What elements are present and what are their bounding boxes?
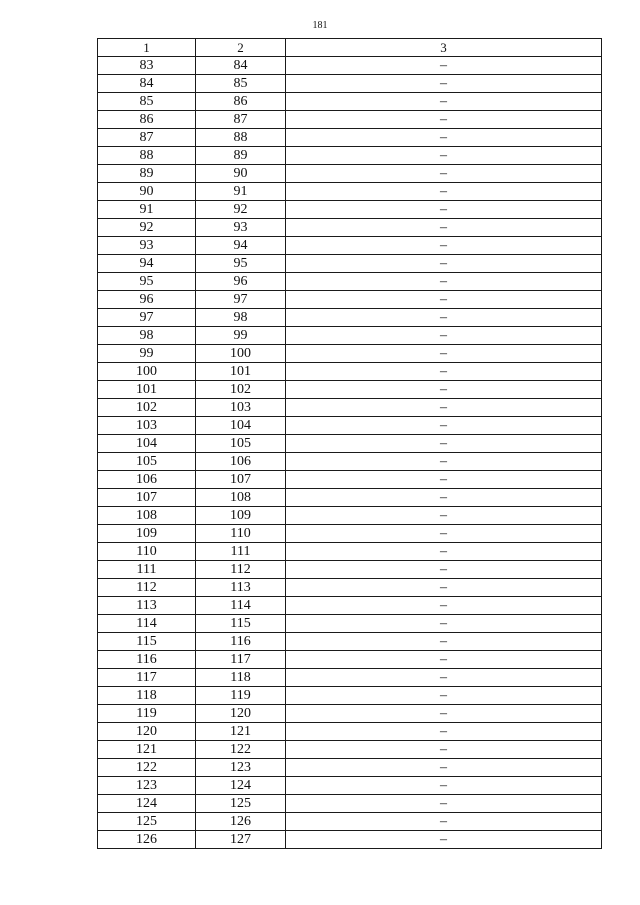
- table-cell-col-1: 97: [98, 309, 196, 327]
- page-number: 181: [312, 20, 328, 31]
- table-cell-col-2: 119: [196, 687, 286, 705]
- table-row: [98, 93, 602, 111]
- table-row: [98, 291, 602, 309]
- table-cell-col-2: 109: [196, 507, 286, 525]
- table-cell-col-1: 123: [98, 777, 196, 795]
- table-row: [98, 489, 602, 507]
- table-cell-col-1: 120: [98, 723, 196, 741]
- table-cell-col-1: 117: [98, 669, 196, 687]
- table-cell-col-1: 107: [98, 489, 196, 507]
- table-cell-col-3: –: [286, 345, 602, 363]
- table-cell-col-2: 124: [196, 777, 286, 795]
- column-header-2: 2: [196, 39, 286, 57]
- table-row: [98, 687, 602, 705]
- table-cell-col-1: 88: [98, 147, 196, 165]
- data-table-container: [97, 38, 601, 849]
- table-cell-col-3: –: [286, 525, 602, 543]
- table-row: [98, 615, 602, 633]
- table-row: [98, 309, 602, 327]
- table-cell-col-3: –: [286, 453, 602, 471]
- table-cell-col-3: –: [286, 327, 602, 345]
- table-cell-col-3: –: [286, 417, 602, 435]
- table-cell-col-2: 98: [196, 309, 286, 327]
- table-row: [98, 147, 602, 165]
- table-cell-col-2: 118: [196, 669, 286, 687]
- table-cell-col-2: 84: [196, 57, 286, 75]
- table-cell-col-3: –: [286, 399, 602, 417]
- table-cell-col-2: 115: [196, 615, 286, 633]
- table-cell-col-3: –: [286, 489, 602, 507]
- table-cell-col-1: 85: [98, 93, 196, 111]
- table-cell-col-3: –: [286, 723, 602, 741]
- table-cell-col-1: 122: [98, 759, 196, 777]
- table-cell-col-3: –: [286, 651, 602, 669]
- table-cell-col-1: 108: [98, 507, 196, 525]
- table-cell-col-1: 84: [98, 75, 196, 93]
- table-cell-col-3: –: [286, 813, 602, 831]
- table-cell-col-1: 83: [98, 57, 196, 75]
- table-row: [98, 651, 602, 669]
- table-cell-col-1: 116: [98, 651, 196, 669]
- table-row: [98, 183, 602, 201]
- table-cell-col-2: 92: [196, 201, 286, 219]
- table-cell-col-2: 110: [196, 525, 286, 543]
- table-row: [98, 129, 602, 147]
- table-row: [98, 273, 602, 291]
- table-row: [98, 345, 602, 363]
- table-cell-col-3: –: [286, 507, 602, 525]
- table-cell-col-2: 117: [196, 651, 286, 669]
- table-cell-col-3: –: [286, 561, 602, 579]
- table-row: [98, 561, 602, 579]
- table-cell-col-1: 112: [98, 579, 196, 597]
- table-cell-col-3: –: [286, 111, 602, 129]
- table-cell-col-1: 101: [98, 381, 196, 399]
- table-cell-col-3: –: [286, 705, 602, 723]
- table-cell-col-3: –: [286, 795, 602, 813]
- table-cell-col-2: 116: [196, 633, 286, 651]
- table-cell-col-2: 108: [196, 489, 286, 507]
- table-cell-col-1: 87: [98, 129, 196, 147]
- table-cell-col-2: 94: [196, 237, 286, 255]
- table-row: [98, 795, 602, 813]
- table-cell-col-1: 95: [98, 273, 196, 291]
- table-cell-col-2: 101: [196, 363, 286, 381]
- table-cell-col-2: 122: [196, 741, 286, 759]
- table-row: [98, 525, 602, 543]
- table-cell-col-1: 109: [98, 525, 196, 543]
- column-header-3: 3: [286, 39, 602, 57]
- table-cell-col-2: 114: [196, 597, 286, 615]
- table-cell-col-2: 87: [196, 111, 286, 129]
- table-row: [98, 237, 602, 255]
- table-cell-col-3: –: [286, 147, 602, 165]
- table-cell-col-2: 125: [196, 795, 286, 813]
- table-row: [98, 453, 602, 471]
- table-cell-col-2: 88: [196, 129, 286, 147]
- table-cell-col-3: –: [286, 291, 602, 309]
- table-row: [98, 363, 602, 381]
- table-row: [98, 579, 602, 597]
- table-cell-col-1: 118: [98, 687, 196, 705]
- table-cell-col-3: –: [286, 201, 602, 219]
- table-cell-col-1: 106: [98, 471, 196, 489]
- table-cell-col-1: 102: [98, 399, 196, 417]
- table-row: [98, 255, 602, 273]
- table-cell-col-3: –: [286, 831, 602, 849]
- table-cell-col-2: 95: [196, 255, 286, 273]
- table-row: [98, 165, 602, 183]
- table-cell-col-2: 97: [196, 291, 286, 309]
- table-cell-col-2: 89: [196, 147, 286, 165]
- table-cell-col-3: –: [286, 363, 602, 381]
- table-row: [98, 633, 602, 651]
- table-cell-col-3: –: [286, 471, 602, 489]
- table-row: [98, 723, 602, 741]
- table-row: [98, 201, 602, 219]
- data-table: [97, 38, 602, 849]
- table-cell-col-3: –: [286, 309, 602, 327]
- table-row: [98, 813, 602, 831]
- table-cell-col-2: 120: [196, 705, 286, 723]
- table-row: [98, 111, 602, 129]
- table-cell-col-3: –: [286, 435, 602, 453]
- table-cell-col-2: 121: [196, 723, 286, 741]
- table-cell-col-2: 113: [196, 579, 286, 597]
- table-cell-col-3: –: [286, 543, 602, 561]
- table-cell-col-3: –: [286, 669, 602, 687]
- table-row: [98, 399, 602, 417]
- table-cell-col-3: –: [286, 273, 602, 291]
- table-cell-col-1: 105: [98, 453, 196, 471]
- table-cell-col-1: 103: [98, 417, 196, 435]
- table-cell-col-3: –: [286, 237, 602, 255]
- table-cell-col-3: –: [286, 687, 602, 705]
- table-row: [98, 471, 602, 489]
- table-cell-col-3: –: [286, 255, 602, 273]
- table-row: [98, 57, 602, 75]
- table-cell-col-3: –: [286, 75, 602, 93]
- table-cell-col-3: –: [286, 633, 602, 651]
- table-row: [98, 759, 602, 777]
- table-cell-col-1: 119: [98, 705, 196, 723]
- table-row: [98, 831, 602, 849]
- table-row: [98, 597, 602, 615]
- table-cell-col-3: –: [286, 57, 602, 75]
- table-row: [98, 777, 602, 795]
- table-cell-col-2: 104: [196, 417, 286, 435]
- table-row: [98, 669, 602, 687]
- table-row: [98, 507, 602, 525]
- table-cell-col-2: 90: [196, 165, 286, 183]
- table-cell-col-1: 115: [98, 633, 196, 651]
- table-cell-col-2: 105: [196, 435, 286, 453]
- table-cell-col-1: 93: [98, 237, 196, 255]
- table-cell-col-1: 100: [98, 363, 196, 381]
- table-cell-col-1: 98: [98, 327, 196, 345]
- table-row: [98, 327, 602, 345]
- table-cell-col-1: 96: [98, 291, 196, 309]
- table-cell-col-2: 123: [196, 759, 286, 777]
- table-cell-col-3: –: [286, 381, 602, 399]
- table-cell-col-1: 99: [98, 345, 196, 363]
- table-cell-col-2: 111: [196, 543, 286, 561]
- table-row: [98, 741, 602, 759]
- table-cell-col-1: 94: [98, 255, 196, 273]
- table-cell-col-2: 85: [196, 75, 286, 93]
- table-cell-col-1: 125: [98, 813, 196, 831]
- table-cell-col-1: 124: [98, 795, 196, 813]
- table-cell-col-1: 91: [98, 201, 196, 219]
- table-cell-col-1: 113: [98, 597, 196, 615]
- table-cell-col-3: –: [286, 777, 602, 795]
- table-row: [98, 543, 602, 561]
- table-cell-col-1: 110: [98, 543, 196, 561]
- table-body: [98, 57, 602, 849]
- table-cell-col-1: 114: [98, 615, 196, 633]
- table-cell-col-3: –: [286, 93, 602, 111]
- table-cell-col-2: 126: [196, 813, 286, 831]
- table-cell-col-2: 91: [196, 183, 286, 201]
- table-row: [98, 75, 602, 93]
- table-row: [98, 381, 602, 399]
- table-cell-col-3: –: [286, 615, 602, 633]
- table-cell-col-2: 100: [196, 345, 286, 363]
- table-cell-col-3: –: [286, 579, 602, 597]
- table-cell-col-1: 121: [98, 741, 196, 759]
- table-cell-col-3: –: [286, 129, 602, 147]
- table-row: [98, 705, 602, 723]
- table-row: [98, 417, 602, 435]
- table-cell-col-2: 107: [196, 471, 286, 489]
- table-cell-col-3: –: [286, 597, 602, 615]
- table-cell-col-2: 103: [196, 399, 286, 417]
- table-cell-col-3: –: [286, 219, 602, 237]
- table-cell-col-2: 93: [196, 219, 286, 237]
- table-cell-col-3: –: [286, 759, 602, 777]
- table-row: [98, 219, 602, 237]
- table-cell-col-2: 112: [196, 561, 286, 579]
- table-cell-col-1: 90: [98, 183, 196, 201]
- table-cell-col-1: 86: [98, 111, 196, 129]
- table-cell-col-2: 86: [196, 93, 286, 111]
- table-cell-col-1: 126: [98, 831, 196, 849]
- table-cell-col-1: 104: [98, 435, 196, 453]
- table-header-row: [98, 39, 602, 57]
- table-row: [98, 435, 602, 453]
- table-cell-col-3: –: [286, 183, 602, 201]
- table-cell-col-2: 99: [196, 327, 286, 345]
- table-cell-col-2: 102: [196, 381, 286, 399]
- table-cell-col-1: 89: [98, 165, 196, 183]
- table-cell-col-3: –: [286, 741, 602, 759]
- table-cell-col-3: –: [286, 165, 602, 183]
- table-cell-col-2: 106: [196, 453, 286, 471]
- table-cell-col-2: 127: [196, 831, 286, 849]
- table-cell-col-1: 111: [98, 561, 196, 579]
- table-cell-col-1: 92: [98, 219, 196, 237]
- column-header-1: 1: [98, 39, 196, 57]
- table-cell-col-2: 96: [196, 273, 286, 291]
